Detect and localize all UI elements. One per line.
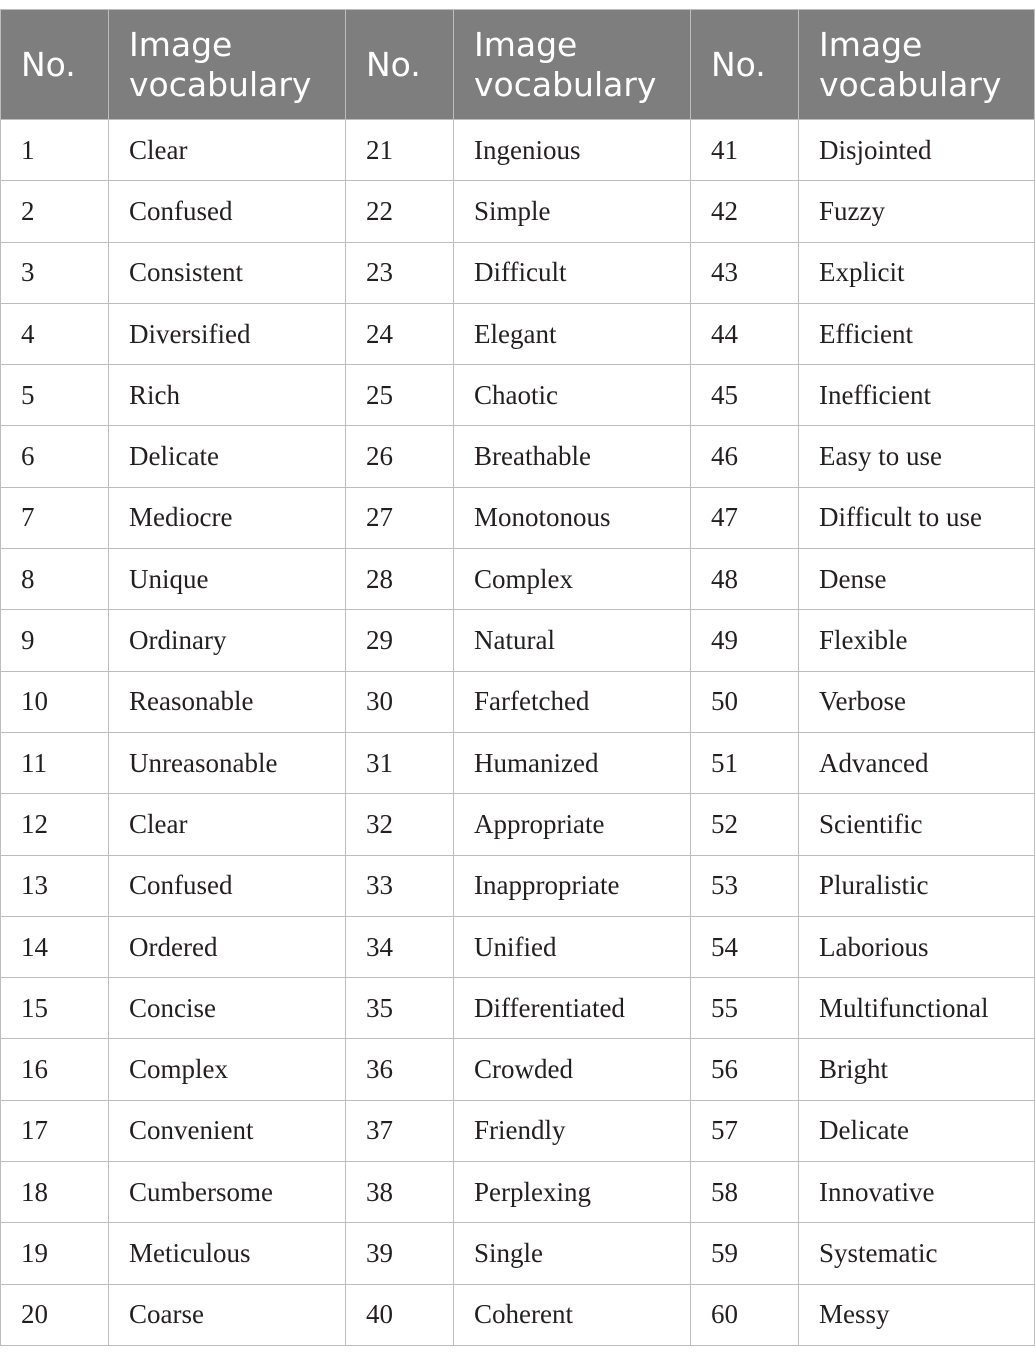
vocabulary-cell: Perplexing — [454, 1162, 691, 1223]
vocabulary-cell: Confused — [109, 855, 346, 916]
number-cell: 40 — [346, 1284, 454, 1345]
number-cell: 4 — [1, 303, 109, 364]
vocabulary-cell: Ordered — [109, 916, 346, 977]
number-cell: 8 — [1, 549, 109, 610]
vocabulary-cell: Simple — [454, 181, 691, 242]
number-cell: 3 — [1, 242, 109, 303]
header-line: No. — [711, 44, 766, 84]
vocabulary-cell: Laborious — [799, 916, 1035, 977]
number-cell: 33 — [346, 855, 454, 916]
table-row — [1, 1223, 1035, 1284]
number-cell: 51 — [691, 732, 799, 793]
table-row — [1, 978, 1035, 1039]
vocabulary-table — [0, 9, 1035, 1346]
number-cell: 27 — [346, 487, 454, 548]
vocabulary-cell: Flexible — [799, 610, 1035, 671]
number-cell: 11 — [1, 732, 109, 793]
vocabulary-cell: Easy to use — [799, 426, 1035, 487]
number-cell: 41 — [691, 120, 799, 181]
header-line: No. — [366, 44, 421, 84]
number-cell: 60 — [691, 1284, 799, 1345]
vocabulary-cell: Coherent — [454, 1284, 691, 1345]
vocabulary-cell: Verbose — [799, 671, 1035, 732]
number-cell: 12 — [1, 794, 109, 855]
number-cell: 49 — [691, 610, 799, 671]
number-cell: 55 — [691, 978, 799, 1039]
number-cell: 45 — [691, 365, 799, 426]
vocabulary-cell: Confused — [109, 181, 346, 242]
vocabulary-cell: Crowded — [454, 1039, 691, 1100]
vocabulary-cell: Differentiated — [454, 978, 691, 1039]
vocabulary-cell: Bright — [799, 1039, 1035, 1100]
vocabulary-cell: Ordinary — [109, 610, 346, 671]
header-number — [346, 10, 454, 120]
vocabulary-cell: Inappropriate — [454, 855, 691, 916]
number-cell: 46 — [691, 426, 799, 487]
header-line: Image — [819, 24, 923, 64]
number-cell: 22 — [346, 181, 454, 242]
number-cell: 16 — [1, 1039, 109, 1100]
number-cell: 56 — [691, 1039, 799, 1100]
number-cell: 42 — [691, 181, 799, 242]
table-row — [1, 1039, 1035, 1100]
number-cell: 47 — [691, 487, 799, 548]
vocabulary-cell: Diversified — [109, 303, 346, 364]
vocabulary-cell: Pluralistic — [799, 855, 1035, 916]
number-cell: 10 — [1, 671, 109, 732]
vocabulary-cell: Difficult — [454, 242, 691, 303]
number-cell: 29 — [346, 610, 454, 671]
table-row — [1, 181, 1035, 242]
vocabulary-cell: Innovative — [799, 1162, 1035, 1223]
number-cell: 15 — [1, 978, 109, 1039]
vocabulary-cell: Appropriate — [454, 794, 691, 855]
header-image-vocabulary — [454, 10, 691, 120]
number-cell: 1 — [1, 120, 109, 181]
number-cell: 54 — [691, 916, 799, 977]
number-cell: 26 — [346, 426, 454, 487]
vocabulary-cell: Friendly — [454, 1100, 691, 1161]
vocabulary-cell: Messy — [799, 1284, 1035, 1345]
table-row — [1, 1162, 1035, 1223]
vocabulary-cell: Concise — [109, 978, 346, 1039]
number-cell: 20 — [1, 1284, 109, 1345]
number-cell: 7 — [1, 487, 109, 548]
vocabulary-cell: Clear — [109, 794, 346, 855]
vocabulary-cell: Elegant — [454, 303, 691, 364]
table-row — [1, 303, 1035, 364]
vocabulary-cell: Cumbersome — [109, 1162, 346, 1223]
number-cell: 18 — [1, 1162, 109, 1223]
number-cell: 32 — [346, 794, 454, 855]
number-cell: 31 — [346, 732, 454, 793]
vocabulary-cell: Advanced — [799, 732, 1035, 793]
vocabulary-cell: Complex — [109, 1039, 346, 1100]
header-image-vocabulary — [799, 10, 1035, 120]
vocabulary-cell: Multifunctional — [799, 978, 1035, 1039]
vocabulary-cell: Explicit — [799, 242, 1035, 303]
header-number — [691, 10, 799, 120]
number-cell: 25 — [346, 365, 454, 426]
table-row — [1, 1100, 1035, 1161]
number-cell: 58 — [691, 1162, 799, 1223]
vocabulary-cell: Convenient — [109, 1100, 346, 1161]
number-cell: 39 — [346, 1223, 454, 1284]
table-row — [1, 242, 1035, 303]
table-row — [1, 549, 1035, 610]
table-row — [1, 794, 1035, 855]
header-line: vocabulary — [129, 64, 312, 104]
header-image-vocabulary — [109, 10, 346, 120]
vocabulary-cell: Disjointed — [799, 120, 1035, 181]
header-line: Image — [474, 24, 578, 64]
number-cell: 17 — [1, 1100, 109, 1161]
header-line: vocabulary — [474, 64, 657, 104]
number-cell: 30 — [346, 671, 454, 732]
vocabulary-cell: Ingenious — [454, 120, 691, 181]
number-cell: 44 — [691, 303, 799, 364]
vocabulary-cell: Unique — [109, 549, 346, 610]
number-cell: 23 — [346, 242, 454, 303]
table-row — [1, 487, 1035, 548]
vocabulary-cell: Delicate — [109, 426, 346, 487]
vocabulary-cell: Mediocre — [109, 487, 346, 548]
number-cell: 50 — [691, 671, 799, 732]
table-row — [1, 365, 1035, 426]
table-row — [1, 916, 1035, 977]
number-cell: 36 — [346, 1039, 454, 1100]
header-line: No. — [21, 44, 76, 84]
table-row — [1, 1284, 1035, 1345]
number-cell: 19 — [1, 1223, 109, 1284]
table-row — [1, 426, 1035, 487]
number-cell: 48 — [691, 549, 799, 610]
vocabulary-cell: Unreasonable — [109, 732, 346, 793]
vocabulary-cell: Rich — [109, 365, 346, 426]
vocabulary-cell: Natural — [454, 610, 691, 671]
vocabulary-cell: Efficient — [799, 303, 1035, 364]
number-cell: 59 — [691, 1223, 799, 1284]
table-row — [1, 120, 1035, 181]
vocabulary-cell: Systematic — [799, 1223, 1035, 1284]
vocabulary-cell: Farfetched — [454, 671, 691, 732]
number-cell: 52 — [691, 794, 799, 855]
vocabulary-cell: Scientific — [799, 794, 1035, 855]
table-row — [1, 671, 1035, 732]
number-cell: 37 — [346, 1100, 454, 1161]
vocabulary-cell: Complex — [454, 549, 691, 610]
vocabulary-cell: Chaotic — [454, 365, 691, 426]
vocabulary-cell: Single — [454, 1223, 691, 1284]
table-row — [1, 610, 1035, 671]
vocabulary-cell: Humanized — [454, 732, 691, 793]
vocabulary-cell: Monotonous — [454, 487, 691, 548]
number-cell: 21 — [346, 120, 454, 181]
table-row — [1, 732, 1035, 793]
vocabulary-cell: Coarse — [109, 1284, 346, 1345]
table-body — [1, 120, 1035, 1346]
vocabulary-cell: Fuzzy — [799, 181, 1035, 242]
number-cell: 2 — [1, 181, 109, 242]
number-cell: 5 — [1, 365, 109, 426]
header-line: Image — [129, 24, 233, 64]
vocabulary-cell: Meticulous — [109, 1223, 346, 1284]
number-cell: 53 — [691, 855, 799, 916]
vocabulary-cell: Breathable — [454, 426, 691, 487]
header-number — [1, 10, 109, 120]
table-header — [1, 10, 1035, 120]
header-line: vocabulary — [819, 64, 1002, 104]
vocabulary-cell: Reasonable — [109, 671, 346, 732]
number-cell: 35 — [346, 978, 454, 1039]
number-cell: 28 — [346, 549, 454, 610]
number-cell: 13 — [1, 855, 109, 916]
number-cell: 38 — [346, 1162, 454, 1223]
vocabulary-cell: Dense — [799, 549, 1035, 610]
vocabulary-cell: Consistent — [109, 242, 346, 303]
number-cell: 57 — [691, 1100, 799, 1161]
vocabulary-cell: Clear — [109, 120, 346, 181]
vocabulary-cell: Unified — [454, 916, 691, 977]
number-cell: 43 — [691, 242, 799, 303]
number-cell: 9 — [1, 610, 109, 671]
number-cell: 14 — [1, 916, 109, 977]
vocabulary-cell: Difficult to use — [799, 487, 1035, 548]
number-cell: 6 — [1, 426, 109, 487]
vocabulary-cell: Inefficient — [799, 365, 1035, 426]
number-cell: 24 — [346, 303, 454, 364]
vocabulary-cell: Delicate — [799, 1100, 1035, 1161]
table-row — [1, 855, 1035, 916]
number-cell: 34 — [346, 916, 454, 977]
header-row — [1, 10, 1035, 120]
